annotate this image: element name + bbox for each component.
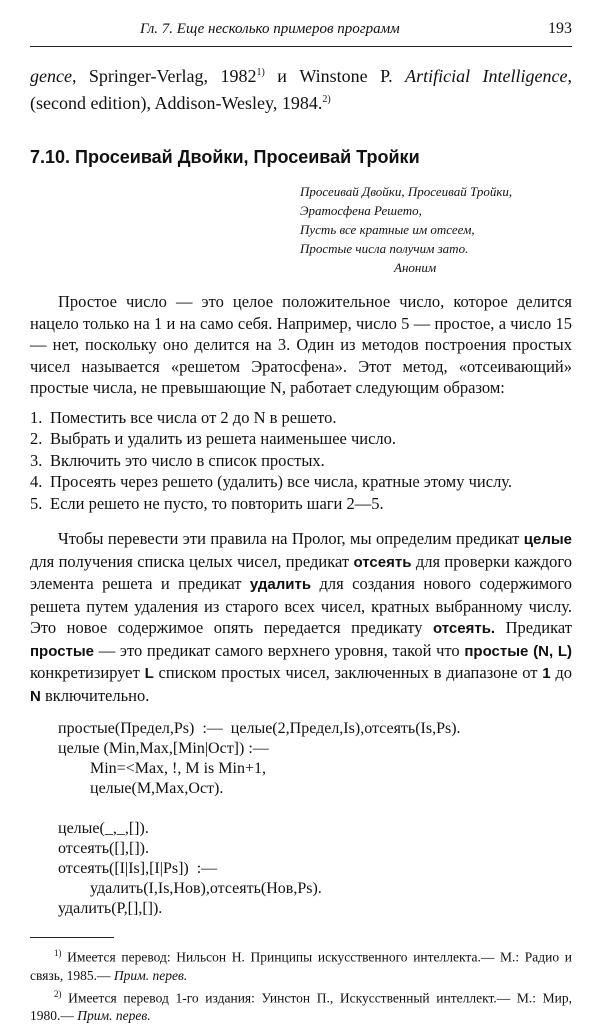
code-line: целые (Min,Max,[Min|Ост]) :— bbox=[58, 739, 572, 759]
reference-continuation bbox=[30, 61, 572, 115]
variable-name: L bbox=[145, 665, 154, 682]
footnote-number: 2) bbox=[54, 989, 62, 999]
page-header bbox=[30, 20, 572, 47]
code-line: удалить(P,[],[]). bbox=[58, 899, 572, 919]
step-number: 5. bbox=[30, 493, 50, 515]
predicate-name: удалить bbox=[250, 576, 311, 593]
predicate-name: целые bbox=[524, 531, 572, 548]
step-text: Включить это число в список простых. bbox=[50, 450, 572, 472]
page-number: 193 bbox=[548, 20, 572, 38]
footnotes bbox=[30, 944, 572, 1025]
list-item bbox=[30, 407, 572, 429]
step-text: Выбрать и удалить из решета наименьшее число. bbox=[50, 428, 572, 450]
text-run: для получения списка целых чисел, предикат bbox=[30, 552, 353, 571]
code-line: удалить(I,Is,Нов),отсеять(Нов,Ps). bbox=[58, 879, 572, 899]
step-text: Просеять через решето (удалить) все числа, кратные этому числу. bbox=[50, 471, 572, 493]
translator-note: Прим. перев. bbox=[114, 968, 187, 983]
text-run: конкретизирует bbox=[30, 663, 145, 682]
ref-author: и Winstone P. bbox=[265, 66, 405, 86]
footnote-1 bbox=[30, 944, 572, 985]
list-item bbox=[30, 428, 572, 450]
ref-book-title: Artificial Intelligence bbox=[405, 66, 567, 86]
code-line: отсеять([I|Is],[I|Ps]) :— bbox=[58, 859, 572, 879]
predicate-name: отсеять. bbox=[433, 620, 495, 637]
code-line bbox=[58, 799, 572, 819]
footnote-divider bbox=[30, 937, 114, 938]
text-run: для проверки каждого элемента решета и предикат bbox=[30, 552, 572, 594]
step-text: Если решето не пусто, то повторить шаги 2—5. bbox=[50, 493, 572, 515]
predicate-name: простые bbox=[30, 643, 94, 660]
code-line: простые(Предел,Ps) :— целые(2,Предел,Is),отсеять(Is,Ps). bbox=[58, 719, 572, 739]
predicate-call: простые (N, L) bbox=[464, 643, 572, 660]
algorithm-steps bbox=[30, 407, 572, 515]
epigraph-author: Аноним bbox=[394, 258, 572, 277]
step-number: 3. bbox=[30, 450, 50, 472]
range-start: 1 bbox=[542, 665, 550, 682]
code-line: Min=<Max, !, M is Min+1, bbox=[58, 759, 572, 779]
text-run: до bbox=[551, 663, 572, 682]
list-item bbox=[30, 493, 572, 515]
footnote-text: Имеется перевод: Нильсон Н. Принципы искусственного интеллекта.— М.: Радио и связь, 1985.— bbox=[30, 950, 572, 983]
book-page bbox=[30, 20, 572, 1025]
epigraph-line: Простые числа получим зато. bbox=[300, 239, 572, 258]
footnote-marker-1: 1) bbox=[257, 67, 265, 78]
ref-word-fragment: gence bbox=[30, 66, 72, 86]
text-run: — это предикат самого верхнего уровня, такой что bbox=[94, 641, 464, 660]
section-title: 7.10. Просеивай Двойки, Просеивай Тройки bbox=[30, 147, 572, 168]
ref-publisher: , Springer-Verlag, 1982 bbox=[72, 66, 257, 86]
list-item bbox=[30, 471, 572, 493]
step-number: 4. bbox=[30, 471, 50, 493]
step-number: 2. bbox=[30, 428, 50, 450]
ref-edition: , (second edition), Addison-Wesley, 1984. bbox=[30, 66, 572, 113]
footnote-2 bbox=[30, 985, 572, 1025]
footnote-marker-2: 2) bbox=[322, 94, 330, 105]
code-line: целые(M,Max,Ост). bbox=[58, 779, 572, 799]
code-line: отсеять([],[]). bbox=[58, 839, 572, 859]
translator-note: Прим. перев. bbox=[77, 1008, 150, 1023]
step-number: 1. bbox=[30, 407, 50, 429]
epigraph-line: Пусть все кратные им отсеем, bbox=[300, 220, 572, 239]
step-text: Поместить все числа от 2 до N в решето. bbox=[50, 407, 572, 429]
epigraph-line: Эратосфена Решето, bbox=[300, 201, 572, 220]
range-end: N bbox=[30, 688, 41, 705]
code-line: целые(_,_,[]). bbox=[58, 819, 572, 839]
epigraph bbox=[300, 182, 572, 277]
epigraph-line: Просеивай Двойки, Просеивай Тройки, bbox=[300, 182, 572, 201]
text-run: для создания нового содержимого решета путем удаления из старого всех чисел, кратных выбранному числу. Это новое содержимое опять передается предикату bbox=[30, 574, 572, 637]
text-run: включительно. bbox=[41, 686, 150, 705]
running-head: Гл. 7. Еще несколько примеров программ bbox=[140, 21, 400, 38]
prolog-explanation-paragraph bbox=[30, 528, 572, 707]
text-run: Предикат bbox=[495, 618, 572, 637]
intro-paragraph: Простое число — это целое положительное число, которое делится нацело только на 1 и на само себя. Например, число 5 — простое, а число 15 — нет, поскольку оно делится на 3. Один из методов построения простых чисел называется «решетом Эратосфена». Этот метод, «отсеивающий» простые числа, не превышающие N, работает следующим образом: bbox=[30, 291, 572, 399]
text-run: списком простых чисел, заключенных в диапазоне от bbox=[154, 663, 543, 682]
predicate-name: отсеять bbox=[353, 554, 411, 571]
prolog-code-block bbox=[58, 719, 572, 919]
list-item bbox=[30, 450, 572, 472]
footnote-number: 1) bbox=[54, 948, 62, 958]
footnote-text: Имеется перевод 1-го издания: Уинстон П., Искусственный интеллект.— М.: Мир, 1980.— bbox=[30, 990, 572, 1023]
text-run: Чтобы перевести эти правила на Пролог, мы определим предикат bbox=[58, 529, 524, 548]
